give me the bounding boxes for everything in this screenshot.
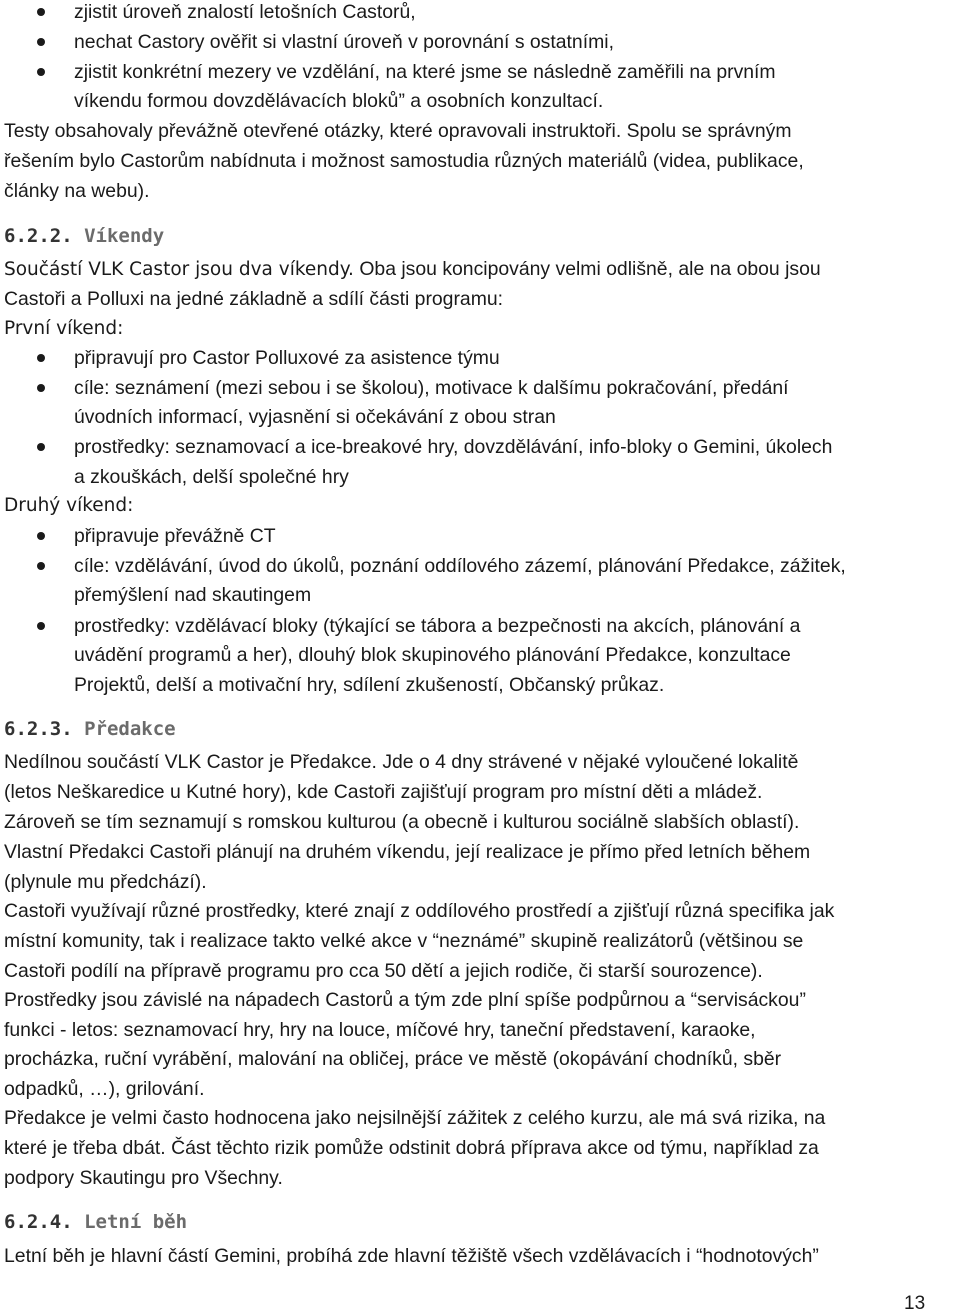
paragraph-line: které je třeba dbát. Část těchto rizik pomůže odstinit dobrá příprava akce od týmu, například za bbox=[4, 1137, 819, 1159]
paragraph-line: místní komunity, tak i realizace takto velké akce v “neznámé” skupině realizátorů (většinou se bbox=[4, 930, 804, 952]
first-weekend-heading: První víkend: bbox=[4, 318, 124, 339]
section-title: Letní běh bbox=[84, 1211, 188, 1233]
bullet-text-continued: a zkouškách, delší společné hry bbox=[74, 466, 349, 488]
second-weekend-heading: Druhý víkend: bbox=[4, 495, 134, 516]
bullet-dot bbox=[37, 532, 45, 540]
intro-lead: Součástí VLK Castor jsou dva víkendy. bbox=[4, 259, 354, 280]
section-heading-letni-beh bbox=[4, 1209, 187, 1235]
paragraph-line: funkci - letos: seznamovací hry, hry na louce, míčové hry, taneční představení, karaoke, bbox=[4, 1019, 756, 1041]
bullet-text: prostředky: vzdělávací bloky (týkající se tábora a bezpečnosti na akcích, plánování a bbox=[74, 615, 801, 637]
paragraph-line: Castoři a Polluxi na jedné základně a sdílí části programu: bbox=[4, 288, 504, 310]
bullet-text: nechat Castory ověřit si vlastní úroveň v porovnání s ostatními, bbox=[74, 31, 614, 53]
bullet-dot bbox=[37, 354, 45, 362]
section-number: 6.2.2. bbox=[4, 225, 73, 247]
bullet-dot bbox=[37, 8, 45, 16]
bullet-text: cíle: vzdělávání, úvod do úkolů, poznání oddílového zázemí, plánování Předakce, zážitek, bbox=[74, 555, 846, 577]
bullet-text: cíle: seznámení (mezi sebou i se školou), motivace k dalšímu pokračování, předání bbox=[74, 377, 789, 399]
bullet-text: zjistit úroveň znalostí letošních Castorů, bbox=[74, 1, 416, 23]
bullet-dot bbox=[37, 68, 45, 76]
paragraph-line: články na webu). bbox=[4, 180, 150, 202]
bullet-text-continued: úvodních informací, vyjasnění si očekávání z obou stran bbox=[74, 406, 556, 428]
section-title: Předakce bbox=[84, 718, 176, 740]
paragraph-line: (letos Neškaredice u Kutné hory), kde Castoři zajišťují program pro místní děti a mládež. bbox=[4, 781, 763, 803]
paragraph-line: Letní běh je hlavní částí Gemini, probíhá zde hlavní těžiště všech vzdělávacích i “hodnotových” bbox=[4, 1245, 819, 1267]
section-title: Víkendy bbox=[84, 225, 165, 247]
paragraph-line: procházka, ruční vyrábění, malování na obličej, práce ve městě (okopávání chodníků, sběr bbox=[4, 1048, 782, 1070]
bullet-text: připravují pro Castor Polluxové za asistence týmu bbox=[74, 347, 500, 369]
paragraph-line: Prostředky jsou závislé na nápadech Castorů a tým zde plní spíše podpůrnou a “servisáckou” bbox=[4, 989, 806, 1011]
bullet-text-continued: Projektů, delší a motivační hry, sdílení zkušeností, Občanský průkaz. bbox=[74, 674, 665, 696]
bullet-text-continued: přemýšlení nad skautingem bbox=[74, 584, 312, 606]
bullet-text: zjistit konkrétní mezery ve vzdělání, na které jsme se následně zaměřili na prvním bbox=[74, 61, 776, 83]
bullet-text-continued: uvádění programů a her), dlouhý blok skupinového plánování Předakce, konzultace bbox=[74, 644, 791, 666]
paragraph-line: řešením bylo Castorům nabídnuta i možnost samostudia různých materiálů (videa, publikace, bbox=[4, 150, 804, 172]
section-heading-predakce bbox=[4, 716, 176, 742]
paragraph-line: Castoři využívají různé prostředky, které znají z oddílového prostředí a zjišťují různá specifika jak bbox=[4, 900, 835, 922]
paragraph-line: Castoři podílí na přípravě programu pro cca 50 dětí a jejich rodiče, či starší sourozence). bbox=[4, 960, 763, 982]
paragraph-line: Testy obsahovaly převážně otevřené otázky, které opravovali instruktoři. Spolu se správným bbox=[4, 120, 792, 142]
page-number: 13 bbox=[904, 1293, 926, 1314]
section-number: 6.2.3. bbox=[4, 718, 73, 740]
bullet-dot bbox=[37, 443, 45, 451]
bullet-dot bbox=[37, 562, 45, 570]
bullet-text: připravuje převážně CT bbox=[74, 525, 276, 547]
section-number: 6.2.4. bbox=[4, 1211, 73, 1233]
paragraph-line: podpory Skautingu pro Všechny. bbox=[4, 1167, 283, 1189]
section-heading-vikendy bbox=[4, 223, 164, 249]
paragraph-line: Předakce je velmi často hodnocena jako nejsilnější zážitek z celého kurzu, ale má svá rizika, na bbox=[4, 1107, 826, 1129]
bullet-dot bbox=[37, 38, 45, 46]
paragraph-line: Nedílnou součástí VLK Castor je Předakce. Jde o 4 dny strávené v nějaké vyloučené lokalitě bbox=[4, 751, 799, 773]
intro-rest: Oba jsou koncipovány velmi odlišně, ale na obou jsou bbox=[353, 258, 821, 280]
paragraph-line: (plynule mu předchází). bbox=[4, 871, 207, 893]
paragraph-line bbox=[4, 257, 821, 282]
bullet-dot bbox=[37, 622, 45, 630]
bullet-text-continued: víkendu formou dovzdělávacích bloků” a osobních konzultací. bbox=[74, 90, 604, 112]
paragraph-line: Zároveň se tím seznamují s romskou kulturou (a obecně i kulturou sociálně slabších oblastí). bbox=[4, 811, 800, 833]
bullet-text: prostředky: seznamovací a ice-breakové hry, dovzdělávání, info-bloky o Gemini, úkolech bbox=[74, 436, 833, 458]
paragraph-line: odpadků, …), grilování. bbox=[4, 1078, 205, 1100]
bullet-dot bbox=[37, 384, 45, 392]
paragraph-line: Vlastní Předakci Castoři plánují na druhém víkendu, její realizace je přímo před letních během bbox=[4, 841, 811, 863]
